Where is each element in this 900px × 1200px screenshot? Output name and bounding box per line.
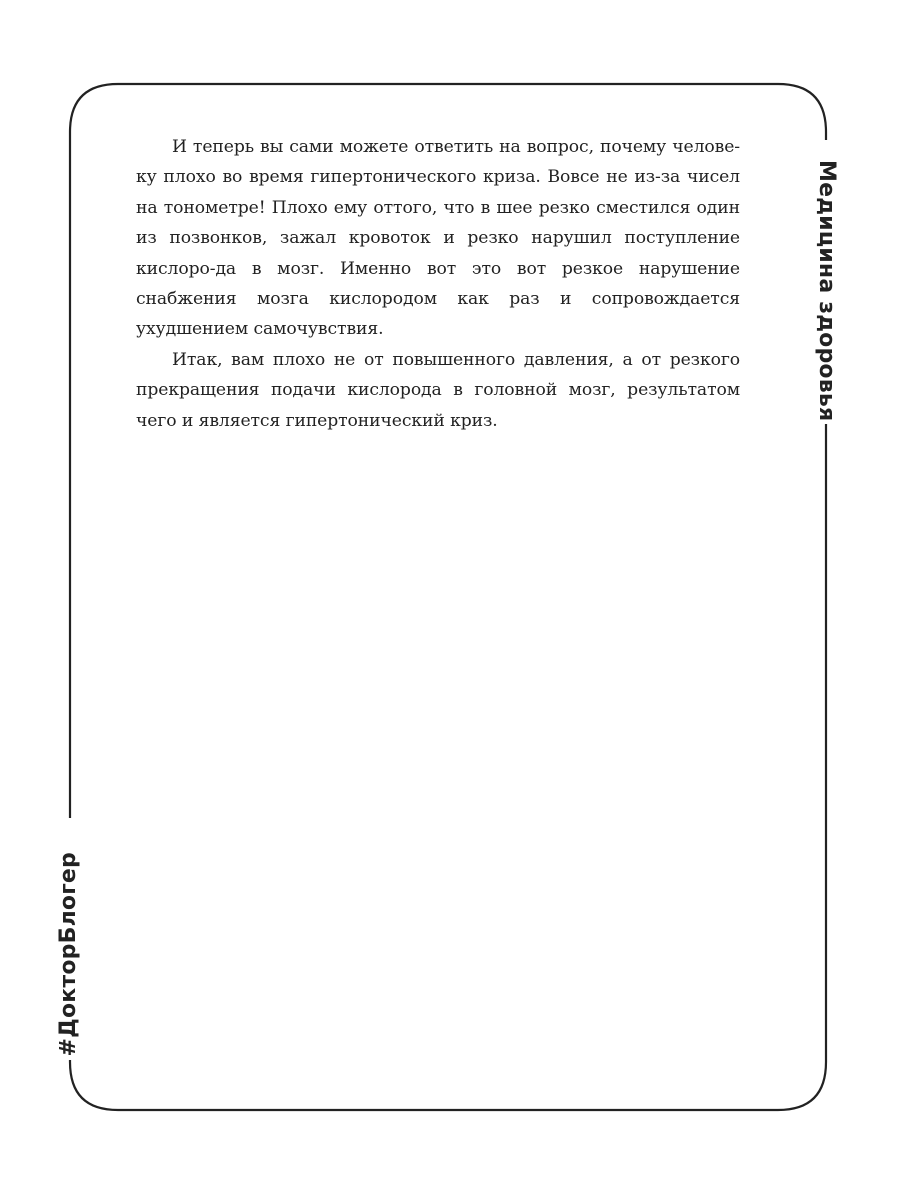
section-label-left: #ДокторБлогер [56, 852, 81, 1057]
paragraph-2: Итак, вам плохо не от повышенного давления, а от резкого прекращения подачи кислорода в головной мозг, результатом чего и является гипертонический криз. [136, 349, 740, 431]
section-label-right: Медицина здоровья [814, 160, 839, 422]
paragraph-1: И теперь вы сами можете ответить на вопрос, почему челове-ку плохо во время гипертонического криза. Вовсе не из-за чисел на тонометре! Плохо ему оттого, что в шее резко сместился один из позвонков, зажал кровоток и резко нарушил поступление кислоро-да в мозг. Именно вот это вот резкое нарушение снабжения мозга кислородом как раз и сопровождается ухудшением самочувствия. [136, 137, 740, 340]
main-text [136, 132, 740, 436]
